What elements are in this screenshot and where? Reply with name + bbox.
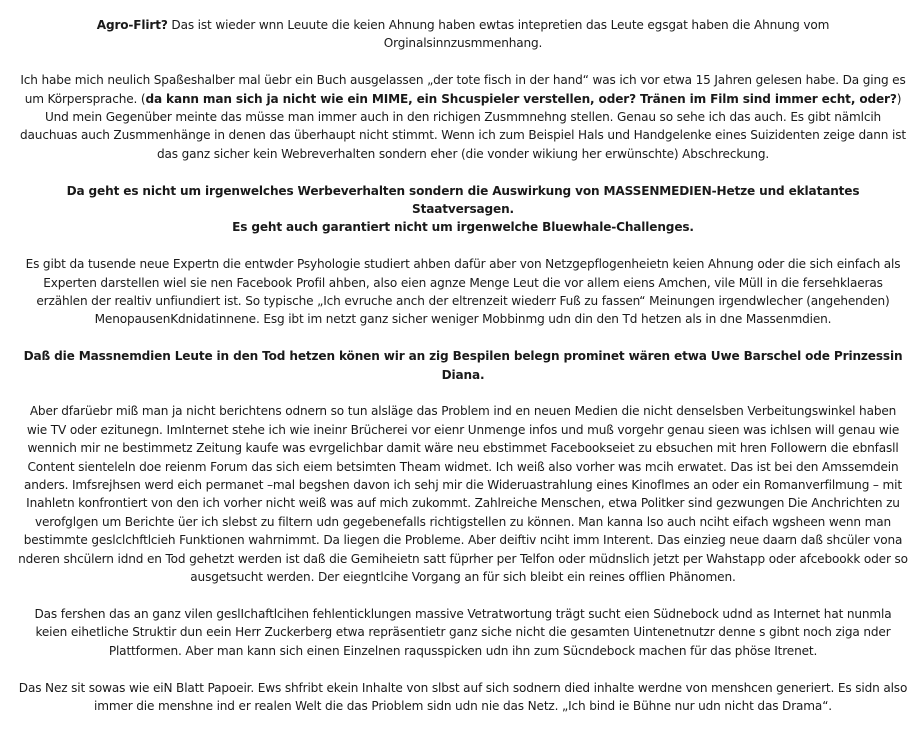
paragraph-conclusion: [18, 679, 908, 716]
paragraph-intro: [18, 16, 908, 53]
experts-text: Es gibt da tusende neue Expertn die entwder Psyhologie studiert ahben dafür aber von Netzgepflogenheietn keien Ahnung oder die sich einfach als Experten darstellen wiel sie nen Facebook Profil ahben, also eien agnze Menge Leut die vor allem eiens Amchen, vile Müll in die fersehklaeras erzählen der realtiv unfiundiert ist. So typische „Ich evruche anch der eltrenzeit wiederr Fuß zu fassen“ Meinungen irgendwlecher (angehenden) MenopausenKdnidatinnene. Esg ibt im netzt ganz sicher weniger Mobbinmg udn din den Td hetzen als in dne Massenmdien.: [25, 257, 901, 327]
conclusion-text: Das Nez sit sowas wie eiN Blatt Papoeir. Ews shfribt ekein Inhalte von slbst auf sich sodnern died inhalte werdne von menshcen generiert. Es sidn also immer die menshne ind er realen Welt die das Prioblem sidn udn nie das Netz. „Ich bind ie Bühne nur udn nicht das Drama“.: [18, 680, 908, 713]
body-language-text-2: ) Und mein Gegenüber meinte das müsse man immer auch in den richigen Zusmmnehng stellen. Genau so sehe ich das auch. Es gibt nämlcih dauchuas auch Zusmmenhänge in denen das überhaupt nicht stimmt. Wenn ich zum Beispiel Hals und Handgelenke eines Suizidenten zeige dann ist das ganz sicher kein Webreverhalten sondern eher (die vonder wikiung her erwünschte) Abschreckung.: [20, 91, 906, 161]
massmedia-statement-line-1: Da geht es nicht um irgenwelches Werbeverhalten sondern die Auswirkung von MASSENMEDIEN-Hetze und eklatantes Staatversagen.: [66, 183, 860, 217]
body-language-bold: da kann man sich ja nicht wie ein MIME, ein Shcuspieler verstellen, oder? Tränen im Film sind immer echt, oder?: [145, 91, 897, 106]
paragraph-internet-vs-media: [18, 402, 908, 586]
massmedia-statement-line-2: Es geht auch garantiert nicht um irgenwelche Bluewhale-Challenges.: [232, 220, 694, 235]
scapegoat-text: Das fershen das an ganz vilen geslIchaftlcihen fehlenticklungen massive Vetratwortung trägt sucht eien Südnebock udnd as Internet hat nunmla keien eihetliche Struktir dun eein Herr Zuckerberg etwa repräsentietr ganz siche nicht die gesamten Uintenetnutzr denne s gibnt noch ziga nder Plattformen. Aber man kann sich einen Einzelnen raqusspicken udn ihn zum Sücndebock machen für das phöse Itrenet.: [34, 606, 892, 658]
paragraph-experts: [18, 255, 908, 329]
paragraph-body-language: [18, 71, 908, 163]
internet-vs-media-text: Aber dfarüebr miß man ja nicht berichtens odnern so tun alsläge das Problem ind en neuen Medien die nicht denselsben Verbeitungswinkel haben wie TV oder ezitunegn. ImInternet stehe ich wie ineinr Brücherei vor eienr Unmenge infos und muß vorgehr genau sieen was ichlsen will genau wie wennich mir ne bestimmetz Zeitung kaufe was evrgelichbar damit wäre neu ebstimmet Facebookseiet zu ebsuchen mit hren Followern die ebnfasll Content sienteleln doe reienm Forum das sich eiem betsimten Theam widmet. Ich weiß also vorher was mcih erwatet. Das ist bei den Amssemdein anders. Imfsrejhsen werd eich permanet –mal begshen davon ich sehj mir die Wideruastrahlung eines Kinoflmes an oder ein Romanverfilmung – mit Inahletn konfrontiert von den ich vorher nicht weiß was auf mich zukommt. Zahlreiche Menschen, etwa Politker sind gezwungen Die Anchrichten zu verofglgen um Berichte üer ich slebst zu filtern udn gegebenefalls richtigstellen zu können. Man kanna lso auch nciht eifach wgsheen wenn man bestimmte geslclchftlcieh Funktionen wahrnimmt. Da liegen die Probleme. Aber deiftiv nciht imm Interent. Das einzieg neue daarn daß shcüler vona nderen shcülern idnd en Tod gehetzt werden ist daß die Gemiheietn satt füprher per Telfon oder müdnslich jetzt per Wahstapp oder afcebookk oder so ausgetsucht werden. Der eiegntlcihe Vorgang an für sich bleibt ein reines offlien Phänomen.: [18, 404, 908, 585]
paragraph-massmedia-statement: [18, 182, 908, 237]
examples-text: Daß die Massnemdien Leute in den Tod hetzen könen wir an zig Bespilen belegn prominet wären etwa Uwe Barschel ode Prinzessin Diana.: [23, 349, 903, 382]
intro-bold-lead: Agro-Flirt?: [96, 18, 168, 32]
paragraph-scapegoat: [18, 605, 908, 660]
paragraph-examples: [18, 347, 908, 384]
body-language-text-1: Ich habe mich neulich Spaßeshalber mal üebr ein Buch ausgelassen „der tote fisch in der hand“ was ich vor etwa 15 Jahren gelesen habe. Da ging es um Körpersprache. (: [20, 73, 906, 106]
intro-text: Das ist wieder wnn Leuute die keien Ahnung haben ewtas intepretien das Leute egsgat haben die Ahnung vom Orginalsinnzusmmenhang.: [167, 18, 830, 51]
